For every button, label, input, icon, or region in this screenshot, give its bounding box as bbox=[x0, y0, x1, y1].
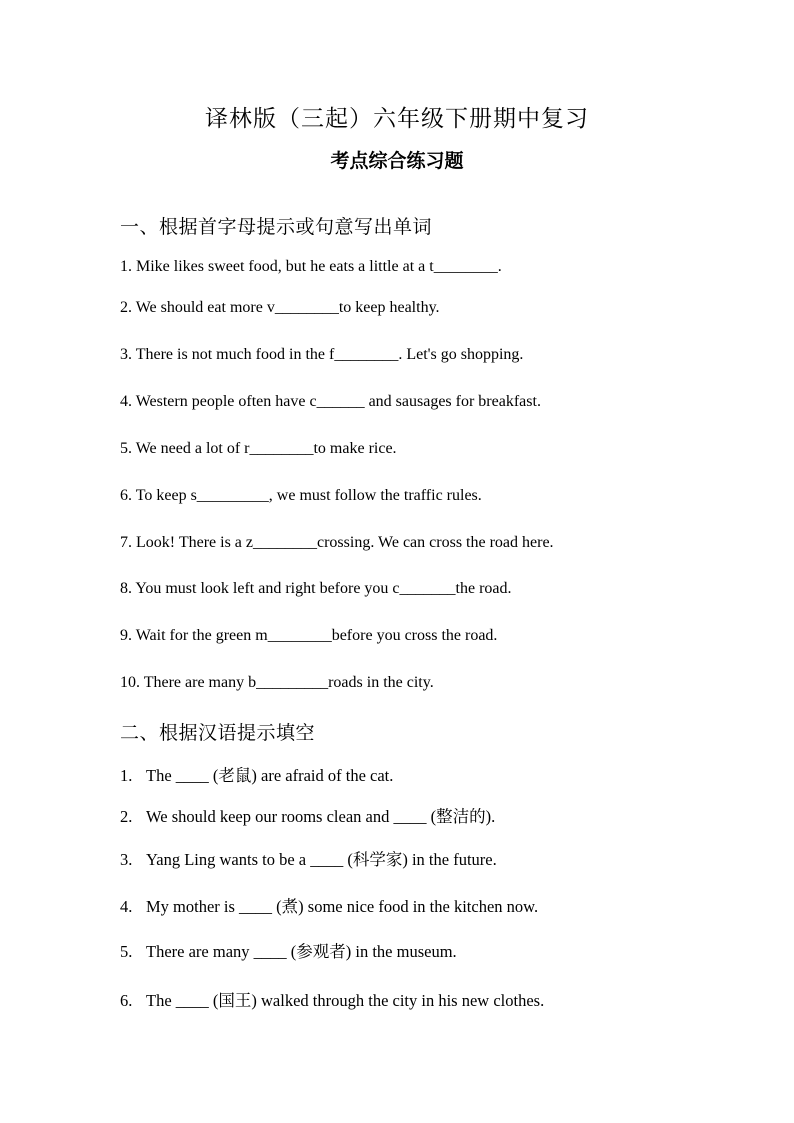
item-text: There is not much food in the f________. Let's go shopping. bbox=[132, 346, 524, 363]
list-item bbox=[120, 393, 541, 411]
item-number: 3. bbox=[120, 850, 133, 869]
item-text: Western people often have c______ and sausages for breakfast. bbox=[132, 393, 541, 410]
list-item bbox=[120, 487, 482, 505]
item-text: There are many b_________roads in the city. bbox=[140, 674, 434, 691]
list-item bbox=[120, 580, 512, 598]
item-text: There are many ____ (参观者) in the museum. bbox=[146, 942, 457, 961]
list-item bbox=[120, 803, 495, 827]
item-number: 4. bbox=[120, 393, 132, 410]
item-text: Wait for the green m________before you cross the road. bbox=[132, 627, 498, 644]
section-2-heading: 二、根据汉语提示填空 bbox=[120, 722, 316, 744]
item-text: The ____ (国王) walked through the city in his new clothes. bbox=[146, 991, 545, 1010]
item-text: Look! There is a z________crossing. We can cross the road here. bbox=[132, 534, 554, 551]
item-number: 7. bbox=[120, 534, 132, 551]
item-number: 3. bbox=[120, 346, 132, 363]
item-number: 1. bbox=[120, 258, 132, 275]
item-text: We should keep our rooms clean and ____ (整洁的). bbox=[146, 807, 496, 826]
list-item bbox=[120, 346, 523, 364]
item-number: 5. bbox=[120, 942, 133, 961]
item-text: Yang Ling wants to be a ____ (科学家) in the future. bbox=[146, 850, 497, 869]
item-number: 6. bbox=[120, 487, 132, 504]
item-text: We need a lot of r________to make rice. bbox=[132, 440, 397, 457]
list-item bbox=[120, 846, 497, 870]
item-text: The ____ (老鼠) are afraid of the cat. bbox=[146, 766, 394, 785]
item-number: 6. bbox=[120, 991, 133, 1010]
page-subtitle: 考点综合练习题 bbox=[330, 150, 464, 172]
list-item bbox=[120, 674, 434, 692]
item-number: 10. bbox=[120, 674, 140, 691]
item-text: My mother is ____ (煮) some nice food in the kitchen now. bbox=[146, 897, 539, 916]
list-item bbox=[120, 440, 397, 458]
list-item bbox=[120, 627, 497, 645]
item-number: 2. bbox=[120, 299, 132, 316]
list-item bbox=[120, 762, 393, 786]
item-text: To keep s_________, we must follow the traffic rules. bbox=[132, 487, 482, 504]
item-text: We should eat more v________to keep healthy. bbox=[132, 299, 440, 316]
item-number: 1. bbox=[120, 766, 133, 785]
list-item bbox=[120, 893, 538, 917]
item-number: 5. bbox=[120, 440, 132, 457]
item-text: Mike likes sweet food, but he eats a little at a t________. bbox=[132, 258, 502, 275]
item-number: 9. bbox=[120, 627, 132, 644]
list-item bbox=[120, 299, 440, 317]
page-title: 译林版（三起）六年级下册期中复习 bbox=[205, 106, 589, 132]
item-number: 2. bbox=[120, 807, 133, 826]
section-1-heading: 一、根据首字母提示或句意写出单词 bbox=[120, 216, 433, 238]
item-text: You must look left and right before you c_______the road. bbox=[132, 580, 512, 597]
list-item bbox=[120, 534, 554, 552]
list-item bbox=[120, 987, 544, 1011]
list-item bbox=[120, 258, 502, 276]
list-item bbox=[120, 938, 457, 962]
item-number: 8. bbox=[120, 580, 132, 597]
item-number: 4. bbox=[120, 897, 133, 916]
